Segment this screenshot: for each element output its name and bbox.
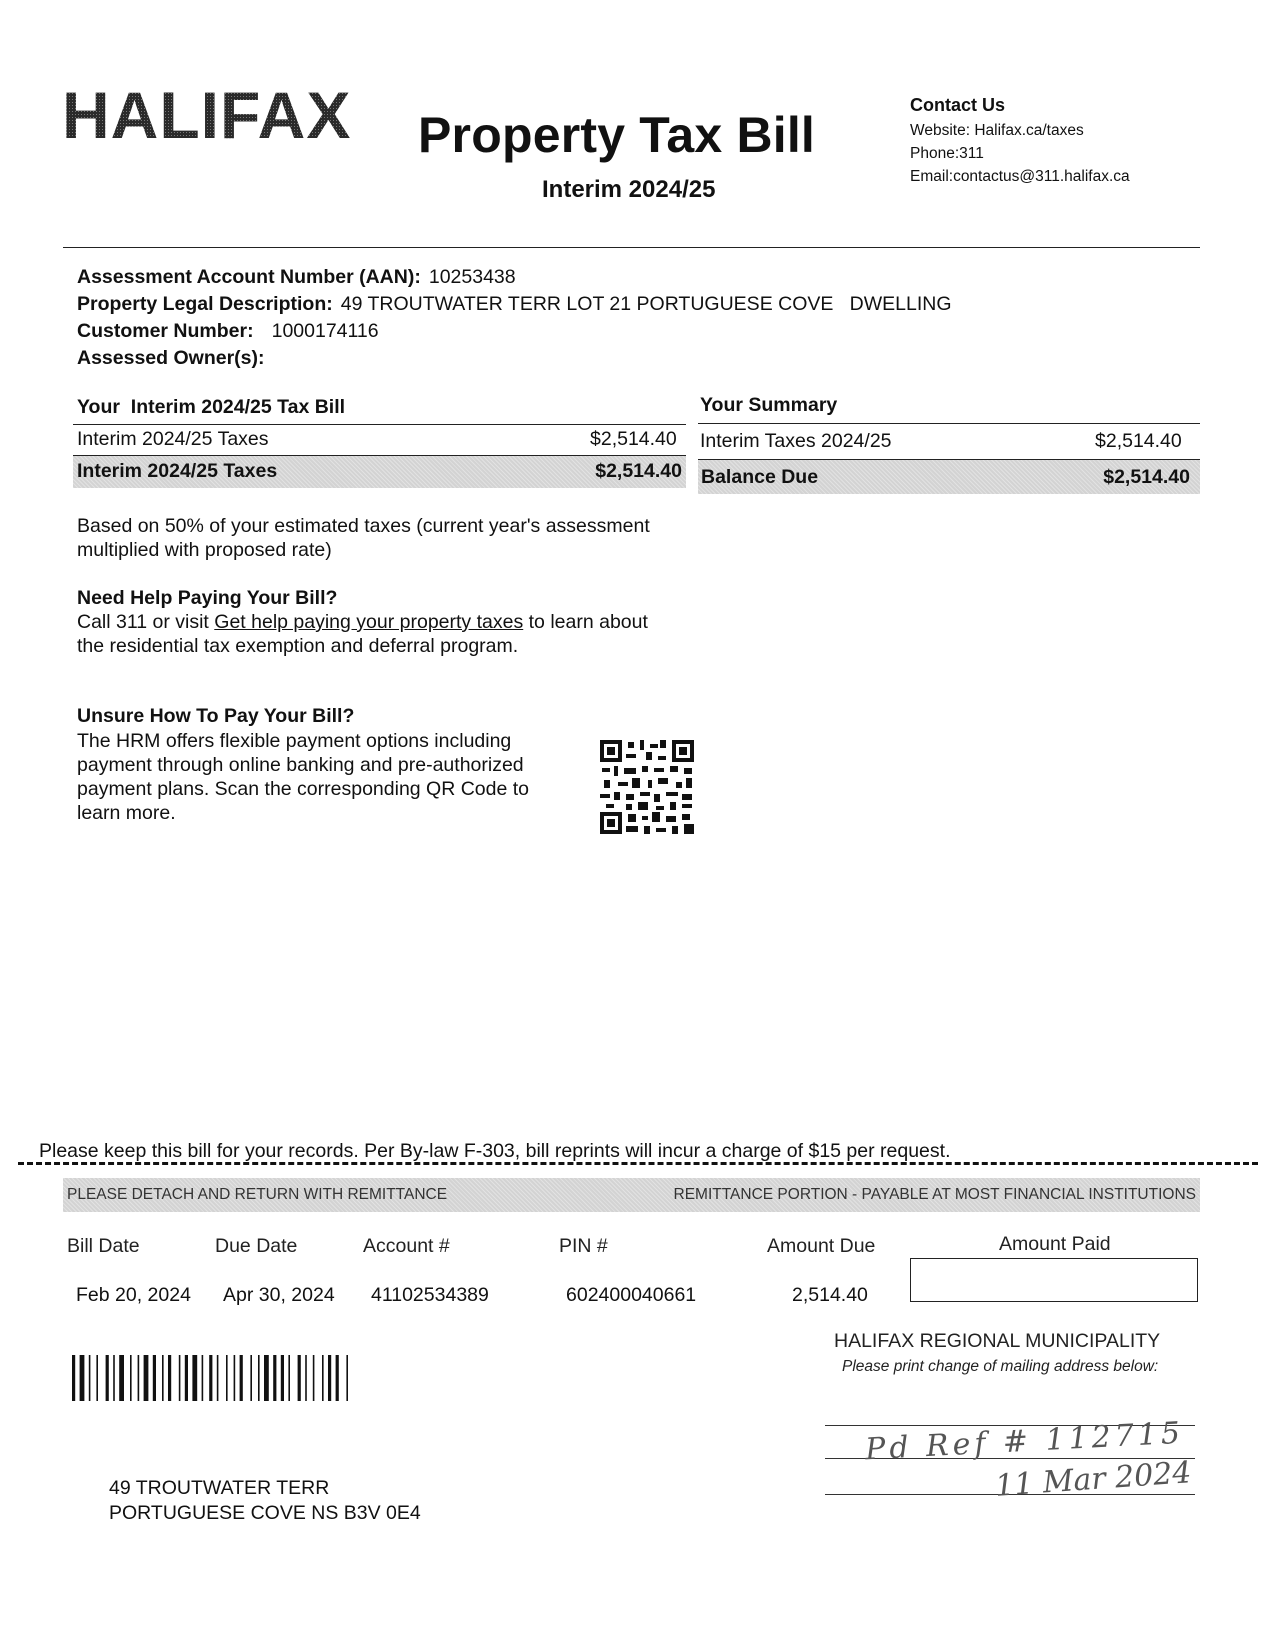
mailing-address-line2: PORTUGUESE COVE NS B3V 0E4 — [109, 1502, 421, 1524]
balance-due-row — [698, 459, 1200, 494]
barcode-bar — [209, 1355, 212, 1401]
barcode-bar — [234, 1355, 236, 1401]
barcode-bar — [346, 1355, 348, 1401]
legal-value: 49 TROUTWATER TERR LOT 21 PORTUGUESE COVE DWELLING — [340, 293, 952, 315]
barcode-bar — [72, 1355, 75, 1401]
tax-total-label: Interim 2024/25 Taxes — [77, 460, 278, 482]
contact-email[interactable]: Email:contactus@311.halifax.ca — [910, 168, 1130, 185]
barcode-bar — [336, 1355, 339, 1401]
tax-bill-heading: Your Interim 2024/25 Tax Bill — [77, 396, 346, 418]
barcode-bar — [168, 1355, 171, 1401]
help-text-pre: Call 311 or visit — [77, 611, 215, 633]
help-link[interactable]: Get help paying your property taxes — [214, 611, 524, 633]
remittance-banner-right: REMITTANCE PORTION - PAYABLE AT MOST FINANCIAL INSTITUTIONS — [673, 1186, 1196, 1203]
barcode-bar — [202, 1355, 204, 1401]
pay-text: The HRM offers flexible payment options including payment through online banking and pre-authorized payment plans. Scan the corresponding QR Code to learn more. — [77, 730, 530, 824]
remittance-banner-left: PLEASE DETACH AND RETURN WITH REMITTANCE — [67, 1186, 448, 1203]
due-date-value: Apr 30, 2024 — [223, 1284, 335, 1306]
detach-line — [18, 1162, 1258, 1165]
pin-label: PIN # — [559, 1235, 608, 1257]
help-heading: Need Help Paying Your Bill? — [77, 587, 338, 609]
barcode-bar — [153, 1355, 156, 1401]
contact-phone: Phone:311 — [910, 145, 984, 162]
amount-paid-label: Amount Paid — [999, 1233, 1111, 1255]
due-date-label: Due Date — [215, 1235, 298, 1257]
basis-note: Based on 50% of your estimated taxes (current year's assessment multiplied with proposed rate) — [77, 515, 650, 561]
contact-heading: Contact Us — [910, 95, 1006, 115]
barcode-bar — [192, 1355, 197, 1401]
barcode-bar — [322, 1355, 324, 1401]
account-info — [77, 264, 951, 372]
mailing-address-line1: 49 TROUTWATER TERR — [109, 1477, 330, 1499]
barcode-bar — [288, 1355, 290, 1401]
barcode-bar — [240, 1355, 243, 1401]
municipality-name: HALIFAX REGIONAL MUNICIPALITY — [834, 1330, 1161, 1352]
tax-row-label: Interim 2024/25 Taxes — [77, 428, 269, 450]
amount-paid-field[interactable] — [910, 1258, 1198, 1302]
balance-due-label: Balance Due — [701, 466, 819, 488]
barcode-bar — [273, 1355, 276, 1401]
barcode-bar — [313, 1355, 315, 1401]
account-number-label: Account # — [363, 1235, 450, 1257]
barcode-bar — [250, 1355, 252, 1401]
qr-code[interactable] — [600, 740, 694, 834]
barcode-bar — [96, 1355, 98, 1401]
handwritten-payment-ref: Pd Ref # 112715 — [864, 1415, 1185, 1468]
summary-row-amount: $2,514.40 — [1095, 430, 1182, 452]
aan-value: 10253438 — [428, 266, 516, 288]
summary-rule — [698, 423, 1200, 424]
barcode-bar — [328, 1355, 331, 1401]
header-divider — [63, 247, 1200, 248]
barcode-bar — [162, 1355, 164, 1401]
tax-row-amount: $2,514.40 — [590, 428, 677, 450]
tax-total-amount: $2,514.40 — [595, 460, 682, 482]
owner-label: Assessed Owner(s): — [77, 347, 265, 369]
aan-label: Assessment Account Number (AAN): — [77, 266, 421, 288]
bill-date-value: Feb 20, 2024 — [76, 1284, 191, 1306]
barcode-bar — [217, 1355, 219, 1401]
page-subtitle: Interim 2024/25 — [542, 176, 716, 203]
barcode-bar — [144, 1355, 149, 1401]
keep-bill-note: Please keep this bill for your records. Per By-law F-303, bill reprints will incur a charge of $15 per request. — [39, 1140, 951, 1162]
barcode-bar — [298, 1355, 301, 1401]
help-text-post: to learn about the residential tax exemption and deferral program. — [77, 611, 648, 657]
barcode-bar — [113, 1355, 115, 1401]
barcode-bar — [106, 1355, 109, 1401]
account-number-value: 41102534389 — [371, 1284, 489, 1306]
tax-bill-rule — [73, 424, 686, 425]
qr-code-graphic — [600, 740, 694, 834]
remittance-banner — [63, 1178, 1200, 1212]
barcode-bar — [130, 1355, 132, 1401]
contact-website[interactable]: Website: Halifax.ca/taxes — [910, 122, 1084, 139]
barcode-bar — [305, 1355, 307, 1401]
barcode-bar — [226, 1355, 228, 1401]
svg-text:HALIFAX: HALIFAX — [62, 80, 352, 150]
help-text — [77, 610, 657, 658]
customer-label: Customer Number: — [77, 320, 254, 342]
bill-date-label: Bill Date — [67, 1235, 140, 1257]
balance-due-amount: $2,514.40 — [1103, 466, 1190, 488]
amount-due-value: 2,514.40 — [792, 1284, 868, 1306]
barcode — [72, 1355, 412, 1401]
handwritten-payment-date: 11 Mar 2024 — [994, 1455, 1193, 1504]
barcode-bar — [179, 1355, 181, 1401]
halifax-logo — [62, 80, 362, 150]
page-title: Property Tax Bill — [418, 107, 816, 163]
legal-label: Property Legal Description: — [77, 293, 333, 315]
pin-value: 602400040661 — [566, 1284, 697, 1306]
amount-due-label: Amount Due — [767, 1235, 876, 1257]
mailing-address — [109, 1476, 421, 1526]
contact-block — [910, 94, 1130, 188]
tax-total-row — [73, 455, 686, 488]
barcode-bar — [185, 1355, 188, 1401]
barcode-bar — [281, 1355, 284, 1401]
pay-heading: Unsure How To Pay Your Bill? — [77, 705, 355, 727]
barcode-bar — [264, 1355, 269, 1401]
barcode-bar — [80, 1355, 85, 1401]
summary-heading: Your Summary — [700, 394, 838, 416]
barcode-bar — [119, 1355, 124, 1401]
barcode-graphic — [72, 1355, 412, 1401]
summary-row-label: Interim Taxes 2024/25 — [700, 430, 892, 452]
barcode-bar — [138, 1355, 140, 1401]
barcode-bar — [258, 1355, 260, 1401]
customer-value: 1000174116 — [271, 320, 379, 342]
address-change-note: Please print change of mailing address below: — [842, 1358, 1159, 1375]
barcode-bar — [89, 1355, 91, 1401]
